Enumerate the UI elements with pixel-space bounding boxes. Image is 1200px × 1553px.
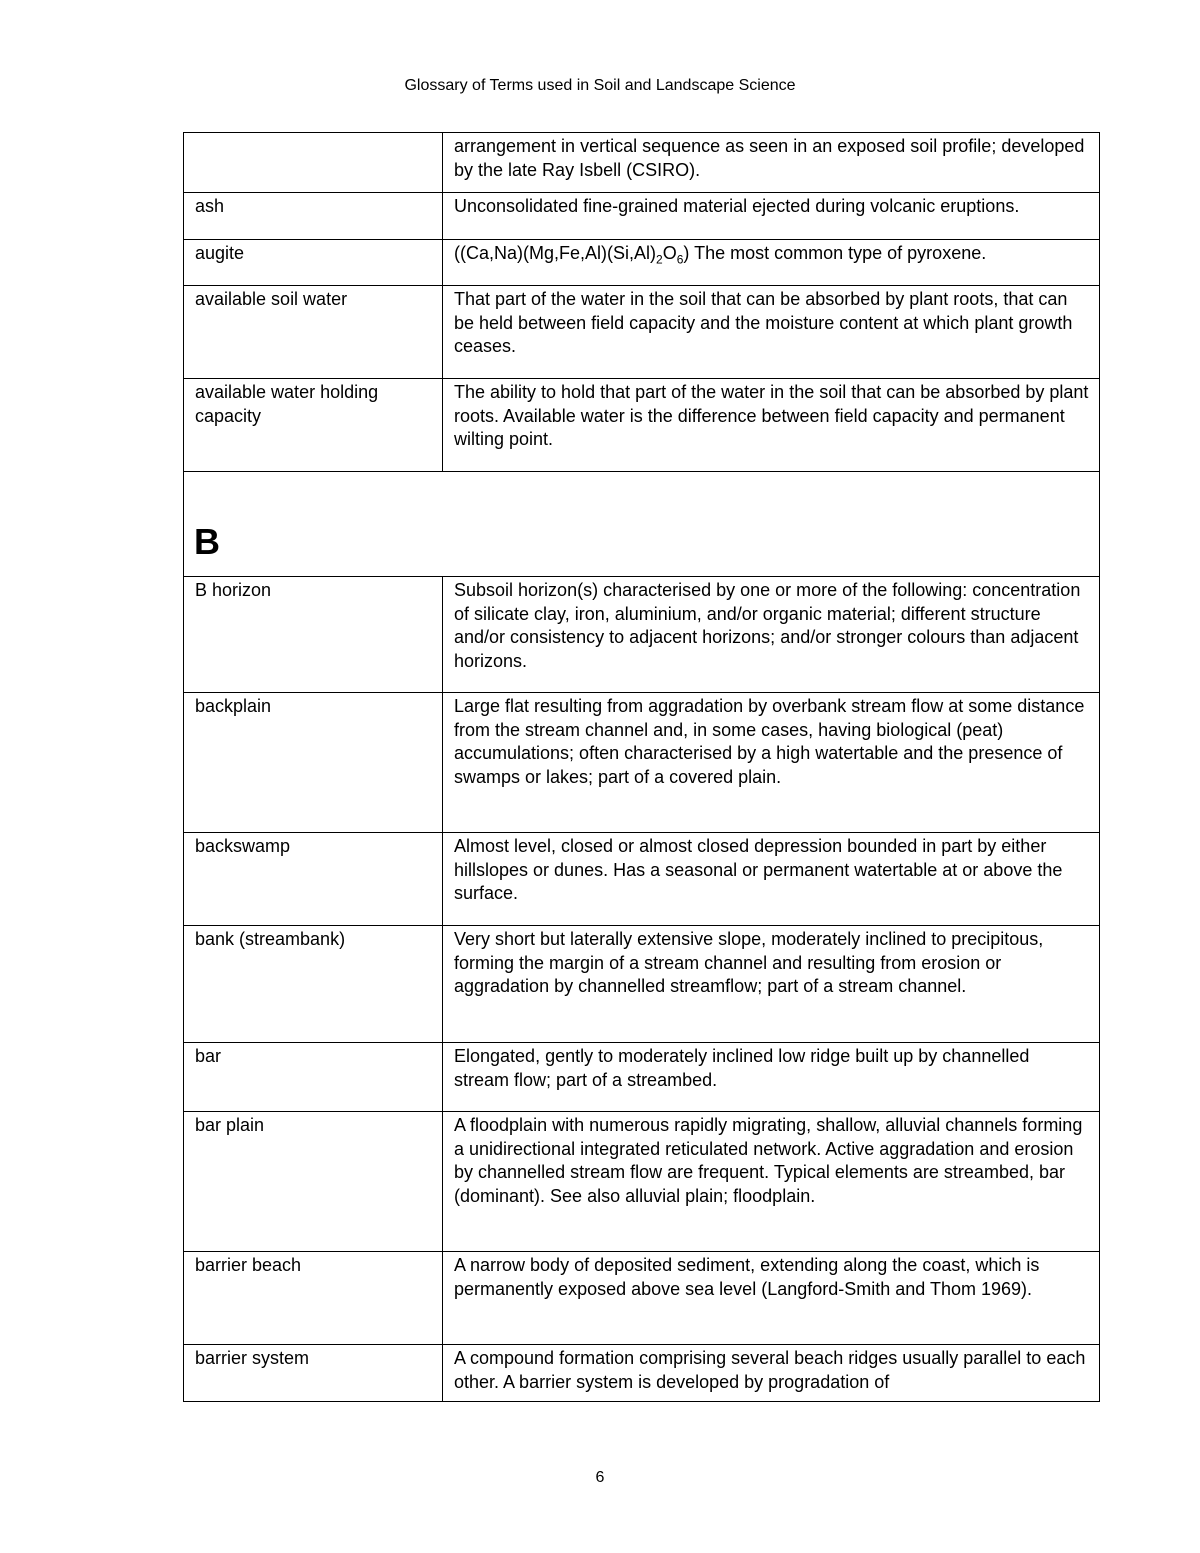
table-row [184, 926, 1100, 1043]
glossary-definition [443, 240, 1100, 286]
glossary-definition: Almost level, closed or almost closed depression bounded in part by either hillslopes or dunes. Has a seasonal or permanent watertable at or above the surface. [443, 833, 1100, 926]
table-row [184, 1112, 1100, 1252]
glossary-definition: That part of the water in the soil that can be absorbed by plant roots, that can be held between field capacity and the moisture content at which plant growth ceases. [443, 286, 1100, 379]
section-letter: B [194, 521, 220, 562]
table-row [184, 193, 1100, 240]
page-number: 6 [595, 1469, 605, 1486]
glossary-term: ash [184, 193, 443, 240]
glossary-term: bank (streambank) [184, 926, 443, 1043]
augite-formula: $((Ca,Na)(Mg,Fe,Al)(Si,Al)_2O_6)$ [454, 243, 690, 267]
glossary-term: available soil water [184, 286, 443, 379]
table-row [184, 133, 1100, 193]
glossary-term: barrier system [184, 1345, 443, 1402]
glossary-definition: arrangement in vertical sequence as seen in an exposed soil profile; developed by the late Ray Isbell (CSIRO). [443, 133, 1100, 193]
glossary-term: barrier beach [184, 1252, 443, 1345]
table-row [184, 379, 1100, 472]
table-row [184, 833, 1100, 926]
table-row [184, 577, 1100, 693]
glossary-definition: The ability to hold that part of the water in the soil that can be absorbed by plant roots. Available water is the difference between field capacity and permanent wilting point. [443, 379, 1100, 472]
table-row [184, 1043, 1100, 1112]
glossary-term: backplain [184, 693, 443, 833]
glossary-definition: Unconsolidated fine-grained material ejected during volcanic eruptions. [443, 193, 1100, 240]
table-row [184, 1345, 1100, 1402]
glossary-definition: Subsoil horizon(s) characterised by one or more of the following: concentration of silicate clay, iron, aluminium, and/or organic material; different structure and/or consistency to adjacent horizons; and/or stronger colours than adjacent horizons. [443, 577, 1100, 693]
glossary-term: available water holding capacity [184, 379, 443, 472]
glossary-term: bar plain [184, 1112, 443, 1252]
section-heading-row [184, 472, 1100, 577]
glossary-definition: Very short but laterally extensive slope, moderately inclined to precipitous, forming the margin of a stream channel and resulting from erosion or aggradation by channelled streamflow; part of a stream channel. [443, 926, 1100, 1043]
glossary-definition: Elongated, gently to moderately inclined low ridge built up by channelled stream flow; part of a streambed. [443, 1043, 1100, 1112]
section-heading-cell [184, 472, 1100, 577]
augite-definition-text: The most common type of pyroxene. [694, 243, 987, 263]
glossary-term: bar [184, 1043, 443, 1112]
glossary-definition: A compound formation comprising several beach ridges usually parallel to each other. A barrier system is developed by progradation of [443, 1345, 1100, 1402]
running-header: Glossary of Terms used in Soil and Landscape Science [404, 77, 796, 94]
glossary-table [183, 132, 1100, 1402]
glossary-definition: Large flat resulting from aggradation by overbank stream flow at some distance from the stream channel and, in some cases, having biological (peat) accumulations; often characterised by a high watertable and the presence of swamps or lakes; part of a covered plain. [443, 693, 1100, 833]
table-row [184, 1252, 1100, 1345]
table-row [184, 286, 1100, 379]
glossary-term: augite [184, 240, 443, 286]
table-row [184, 240, 1100, 286]
glossary-definition: A narrow body of deposited sediment, extending along the coast, which is permanently exposed above sea level (Langford-Smith and Thom 1969). [443, 1252, 1100, 1345]
glossary-term [184, 133, 443, 193]
table-row [184, 693, 1100, 833]
glossary-definition: A floodplain with numerous rapidly migrating, shallow, alluvial channels forming a unidirectional integrated reticulated network. Active aggradation and erosion by channelled stream flow are frequent. Typical elements are streambed, bar (dominant). See also alluvial plain; floodplain. [443, 1112, 1100, 1252]
glossary-term: B horizon [184, 577, 443, 693]
glossary-term: backswamp [184, 833, 443, 926]
